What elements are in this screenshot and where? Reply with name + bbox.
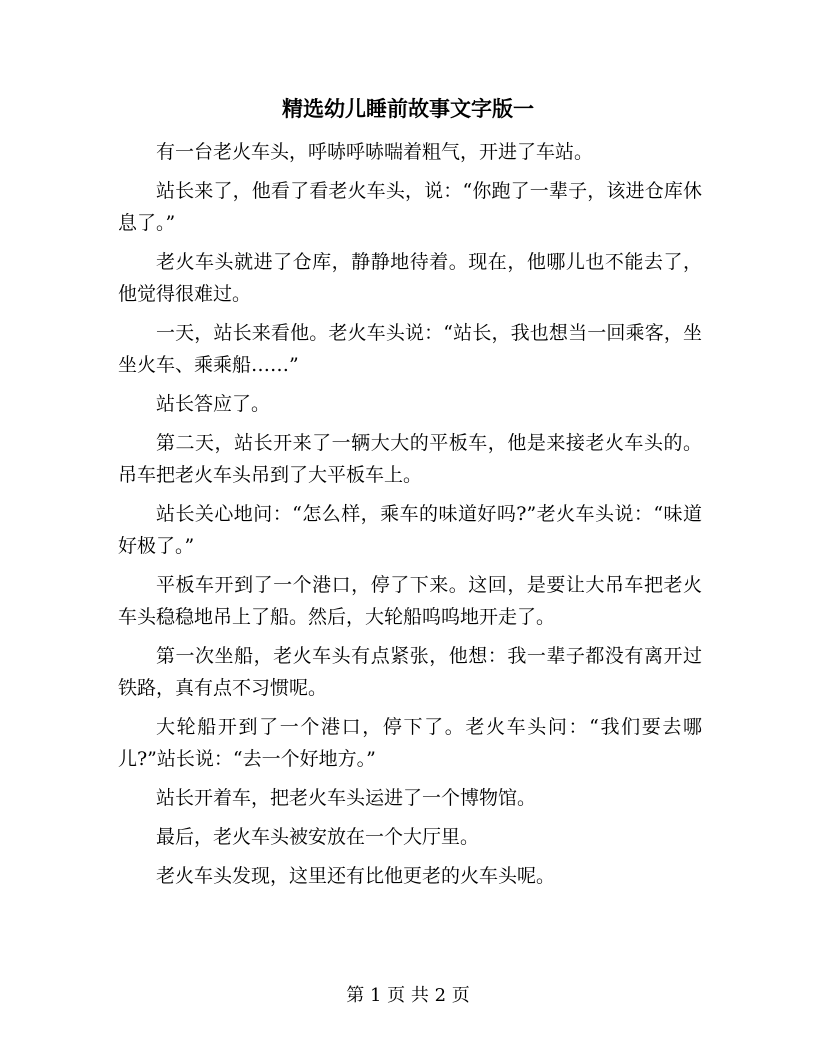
paragraph: 最后，老火车头被安放在一个大厅里。 — [156, 826, 480, 848]
paragraph: 站长开着车，把老火车头运进了一个博物馆。 — [156, 787, 537, 809]
paragraph: 一天，站长来看他。老火车头说：“站长，我也想当一回乘客，坐坐火车、乘乘船……” — [118, 322, 702, 376]
page-title: 精选幼儿睡前故事文字版一 — [282, 96, 534, 121]
paragraph: 第二天，站长开来了一辆大大的平板车，他是来接老火车头的。吊车把老火车头吊到了大平板车上。 — [118, 432, 702, 486]
paragraph: 站长关心地问：“怎么样，乘车的味道好吗?”老火车头说：“味道好极了。” — [118, 503, 702, 557]
paragraph: 第一次坐船，老火车头有点紧张，他想：我一辈子都没有离开过铁路，真有点不习惯呢。 — [118, 645, 702, 699]
paragraph: 有一台老火车头，呼哧呼哧喘着粗气，开进了车站。 — [156, 141, 594, 163]
paragraph: 平板车开到了一个港口，停了下来。这回，是要让大吊车把老火车头稳稳地吊上了船。然后，大轮船呜呜地开走了。 — [118, 574, 702, 628]
paragraph: 站长来了，他看了看老火车头，说：“你跑了一辈子，该进仓库休息了。” — [118, 180, 702, 234]
paragraph: 站长答应了。 — [156, 393, 271, 415]
story-body — [118, 136, 702, 899]
page-number: 第 1 页 共 2 页 — [346, 985, 470, 1006]
paragraph: 大轮船开到了一个港口，停下了。老火车头问：“我们要去哪儿?”站长说：“去一个好地方。” — [118, 716, 702, 770]
paragraph: 老火车头就进了仓库，静静地待着。现在，他哪儿也不能去了，他觉得很难过。 — [118, 251, 702, 305]
paragraph: 老火车头发现，这里还有比他更老的火车头呢。 — [156, 865, 556, 887]
